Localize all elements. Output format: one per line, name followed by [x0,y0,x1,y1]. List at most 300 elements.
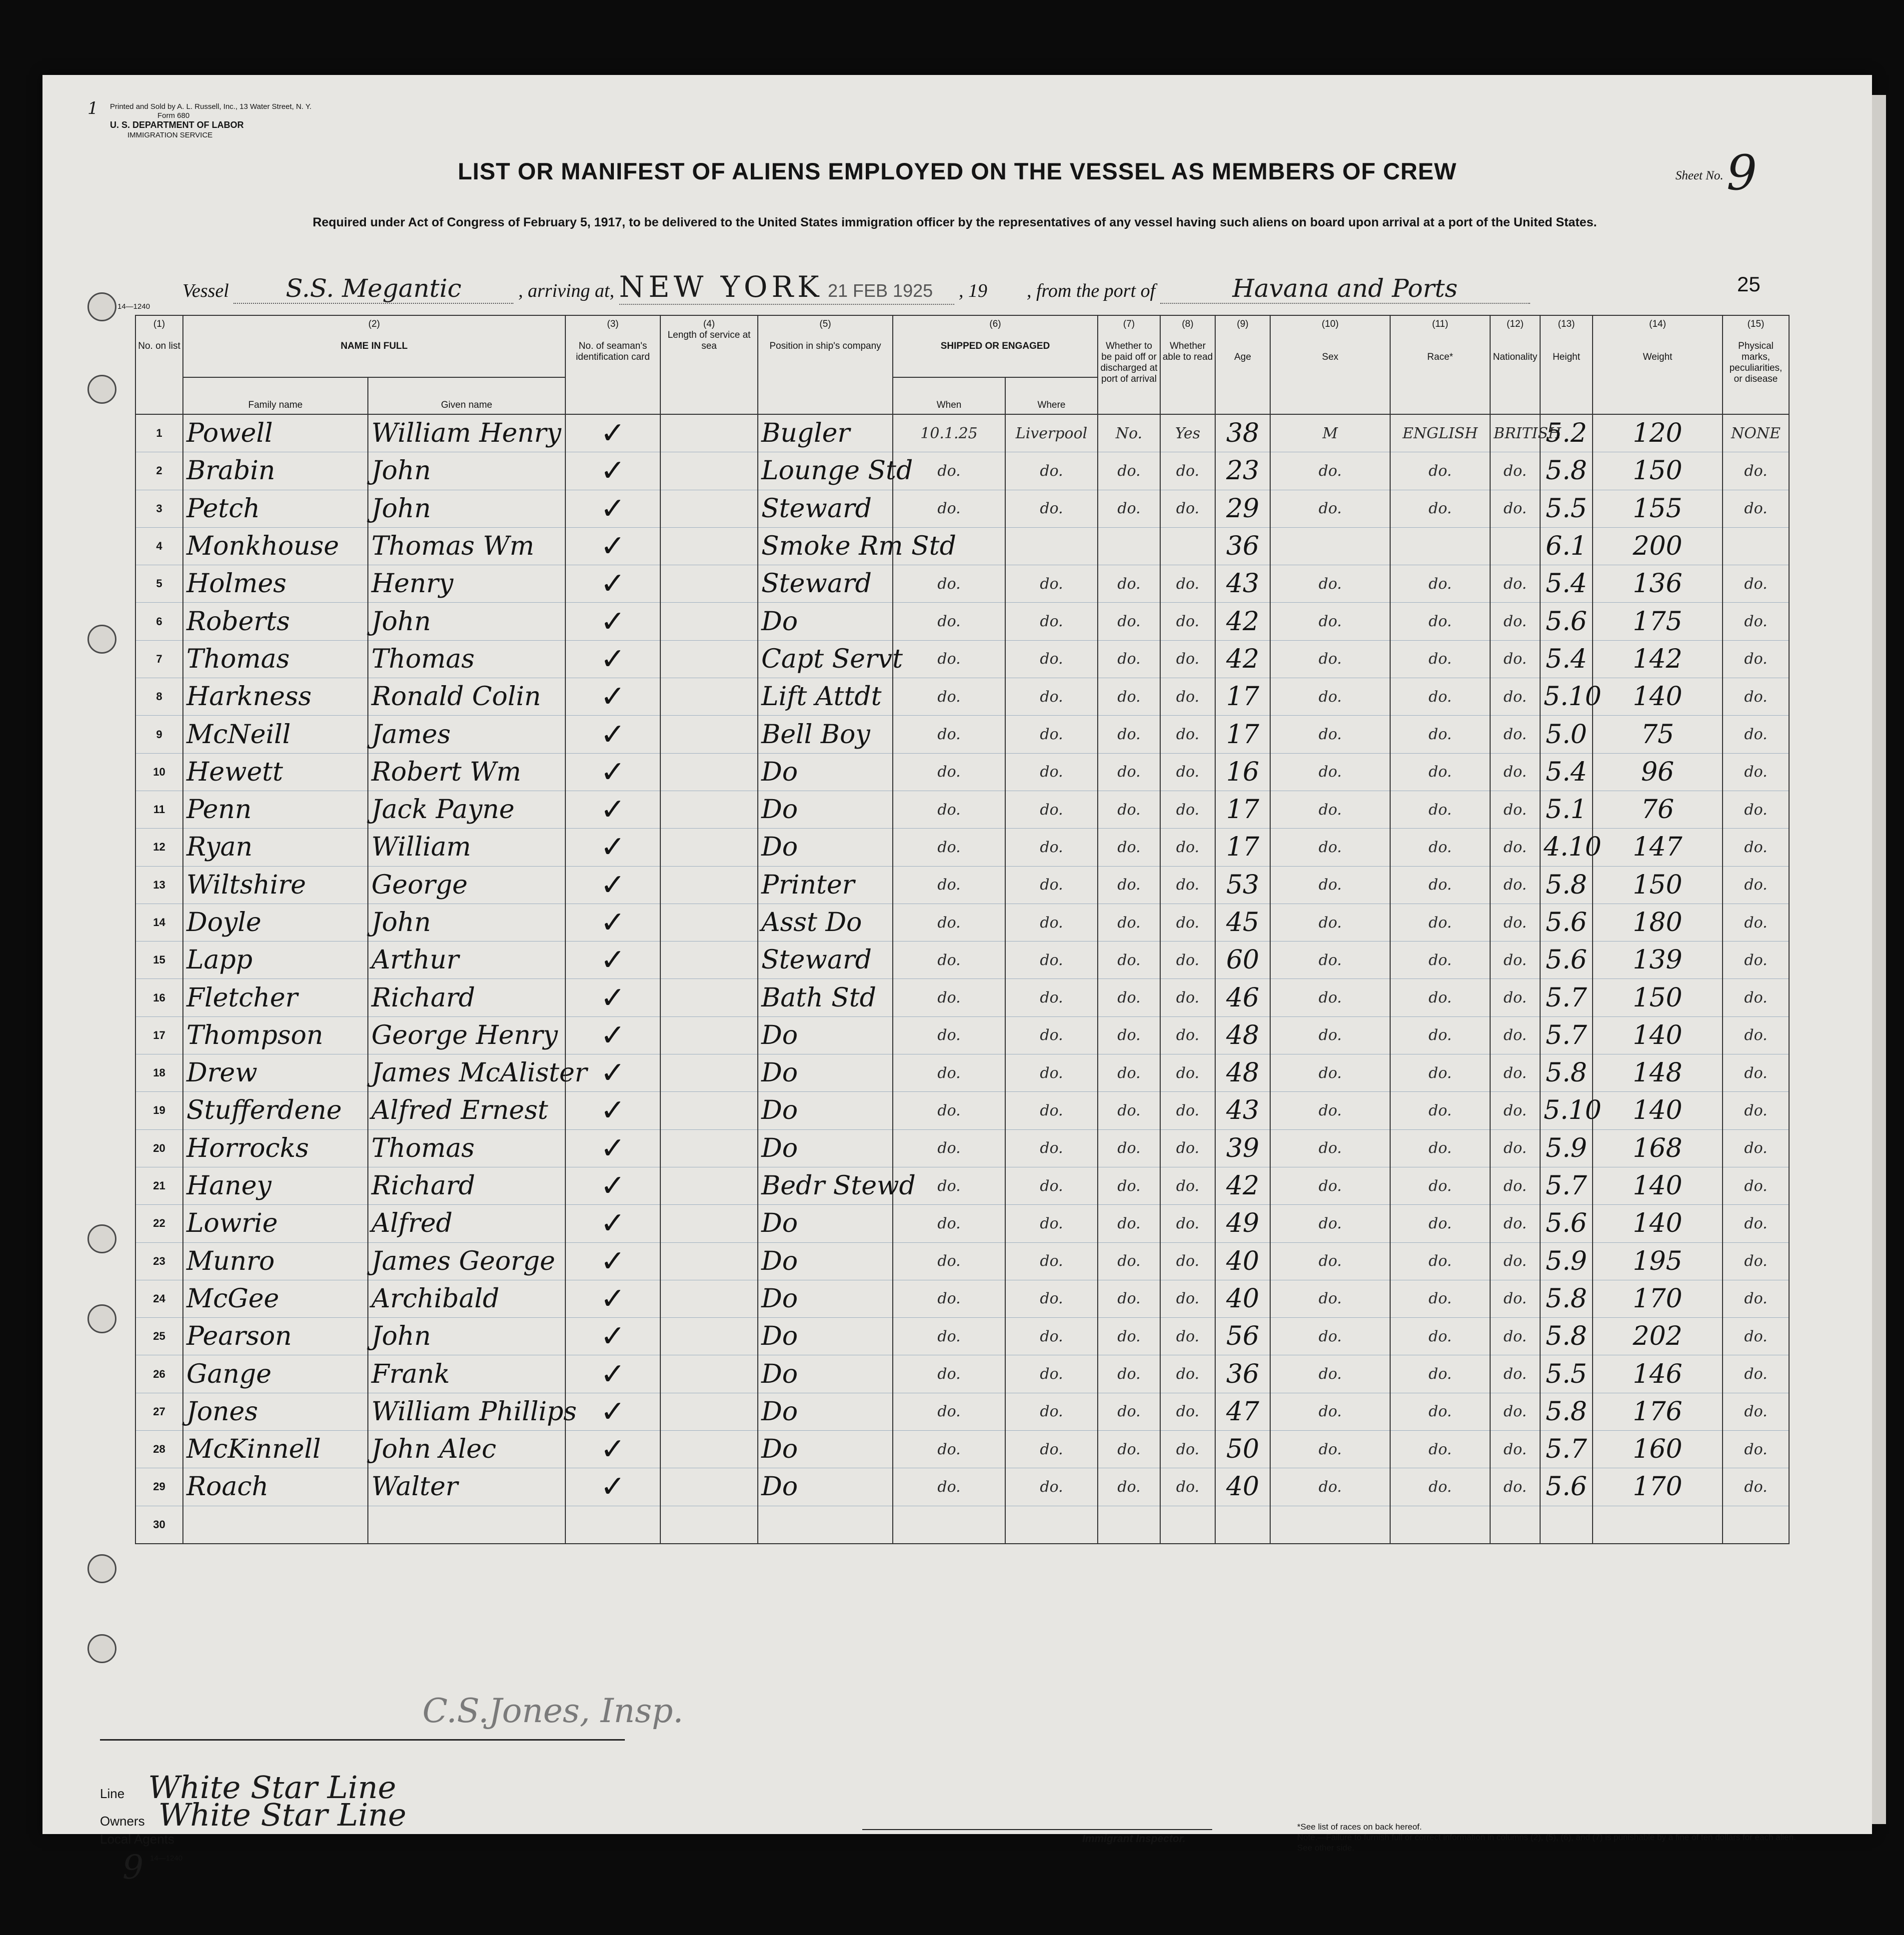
length-service-cell [660,1318,758,1355]
shipped-when-cell [893,1506,1005,1544]
length-service-cell [660,678,758,716]
given-name-cell: Thomas Wm [368,527,565,565]
date-stamp: 21 FEB 1925 [827,280,933,301]
nationality-cell: do. [1490,1167,1540,1204]
family-name-cell: Haney [183,1167,368,1204]
height-cell: 5.8 [1540,452,1593,490]
physical-marks-cell: do. [1723,490,1789,527]
given-name-cell [368,1506,565,1544]
length-service-cell [660,1280,758,1317]
row-number-cell: 21 [135,1167,183,1204]
age-cell: 17 [1215,791,1270,828]
able-to-read-cell: do. [1160,716,1215,753]
id-card-check-cell: ✓ [565,942,660,979]
height-cell: 5.7 [1540,1016,1593,1054]
shipped-when-cell: 10.1.25 [893,414,1005,452]
given-name-cell: Robert Wm [368,753,565,791]
family-name-cell: Petch [183,490,368,527]
paid-off-cell [1098,527,1160,565]
family-name-cell: Holmes [183,565,368,603]
family-name-cell: Harkness [183,678,368,716]
length-service-cell [660,1016,758,1054]
nationality-cell: do. [1490,1468,1540,1506]
able-to-read-cell: do. [1160,452,1215,490]
id-card-check-cell: ✓ [565,527,660,565]
footnote [1297,1822,1797,1853]
header-position: (5) Position in ship's company [758,315,893,414]
position-cell: Do [758,603,893,640]
length-service-cell [660,414,758,452]
table-row [135,866,1789,904]
physical-marks-cell: do. [1723,565,1789,603]
crew-manifest-table [135,315,1790,1544]
physical-marks-cell: do. [1723,791,1789,828]
family-name-cell: Hewett [183,753,368,791]
given-name-cell: George Henry [368,1016,565,1054]
age-cell: 29 [1215,490,1270,527]
given-name-cell: James George [368,1242,565,1280]
position-cell: Steward [758,942,893,979]
table-row [135,1355,1789,1393]
age-cell: 47 [1215,1393,1270,1430]
able-to-read-cell: do. [1160,753,1215,791]
able-to-read-cell: do. [1160,1092,1215,1129]
race-cell: do. [1390,904,1490,941]
able-to-read-cell: do. [1160,678,1215,716]
age-cell: 40 [1215,1280,1270,1317]
height-cell: 5.8 [1540,1280,1593,1317]
physical-marks-cell: do. [1723,1468,1789,1506]
nationality-cell: do. [1490,490,1540,527]
shipped-where-cell: do. [1005,1468,1098,1506]
id-card-check-cell: ✓ [565,753,660,791]
able-to-read-cell: do. [1160,1205,1215,1242]
sex-cell: M [1270,414,1390,452]
given-name-cell: William Henry [368,414,565,452]
row-number-cell: 29 [135,1468,183,1506]
length-service-cell [660,716,758,753]
table-row [135,1431,1789,1468]
table-row [135,1280,1789,1317]
weight-cell: 168 [1593,1129,1723,1167]
able-to-read-cell: do. [1160,565,1215,603]
row-number-cell: 22 [135,1205,183,1242]
length-service-cell [660,904,758,941]
shipped-when-cell: do. [893,603,1005,640]
id-card-check-cell: ✓ [565,1016,660,1054]
weight-cell: 136 [1593,565,1723,603]
shipped-where-cell: do. [1005,1431,1098,1468]
shipped-where-cell: do. [1005,866,1098,904]
physical-marks-cell: do. [1723,753,1789,791]
shipped-when-cell: do. [893,490,1005,527]
sex-cell: do. [1270,1167,1390,1204]
weight-cell: 139 [1593,942,1723,979]
nationality-cell: do. [1490,1355,1540,1393]
vessel-label: Vessel [182,280,229,301]
paid-off-cell: do. [1098,1393,1160,1430]
weight-cell: 75 [1593,716,1723,753]
paid-off-cell: do. [1098,1016,1160,1054]
able-to-read-cell: do. [1160,603,1215,640]
race-cell: do. [1390,1355,1490,1393]
binder-hole [87,292,116,321]
header-seaman-id: (3) No. of seaman's identification card [565,315,660,414]
length-service-cell [660,1355,758,1393]
table-row [135,829,1789,866]
shipped-when-cell: do. [893,942,1005,979]
weight-cell: 160 [1593,1431,1723,1468]
sex-cell: do. [1270,1468,1390,1506]
position-cell: Do [758,829,893,866]
position-cell: Do [758,1092,893,1129]
binder-hole [87,1634,116,1663]
row-number-cell: 3 [135,490,183,527]
sex-cell: do. [1270,603,1390,640]
race-cell: do. [1390,716,1490,753]
paid-off-cell: do. [1098,1431,1160,1468]
nationality-cell: do. [1490,1092,1540,1129]
nationality-cell: do. [1490,452,1540,490]
given-name-cell: Richard [368,979,565,1016]
row-number-cell: 23 [135,1242,183,1280]
height-cell: 5.4 [1540,640,1593,678]
given-name-cell: Richard [368,1167,565,1204]
length-service-cell [660,1092,758,1129]
sex-cell: do. [1270,1431,1390,1468]
shipped-where-cell: do. [1005,1318,1098,1355]
row-number-cell: 8 [135,678,183,716]
nationality-cell: do. [1490,1280,1540,1317]
table-row [135,1205,1789,1242]
race-cell: do. [1390,1242,1490,1280]
table-row [135,678,1789,716]
header-family-name: Family name [183,377,368,414]
age-cell: 17 [1215,716,1270,753]
shipped-where-cell: do. [1005,1167,1098,1204]
length-service-cell [660,942,758,979]
able-to-read-cell: do. [1160,1129,1215,1167]
shipped-where-cell: do. [1005,1393,1098,1430]
from-port-label: , from the port of [1027,280,1156,301]
inspector-label: Immigrant Inspector. [1082,1833,1186,1845]
paid-off-cell: do. [1098,904,1160,941]
shipped-when-cell: do. [893,979,1005,1016]
given-name-cell: John [368,603,565,640]
length-service-cell [660,979,758,1016]
shipped-when-cell: do. [893,640,1005,678]
age-cell: 42 [1215,640,1270,678]
row-number-cell: 5 [135,565,183,603]
height-cell: 5.5 [1540,490,1593,527]
family-name-cell: Stufferdene [183,1092,368,1129]
weight-cell: 150 [1593,452,1723,490]
id-card-check-cell: ✓ [565,452,660,490]
age-cell: 40 [1215,1242,1270,1280]
paid-off-cell: No. [1098,414,1160,452]
nationality-cell: do. [1490,753,1540,791]
position-cell: Do [758,1318,893,1355]
race-cell: do. [1390,678,1490,716]
table-row [135,1506,1789,1544]
able-to-read-cell: do. [1160,904,1215,941]
id-card-check-cell: ✓ [565,716,660,753]
race-cell: do. [1390,866,1490,904]
sex-cell: do. [1270,791,1390,828]
row-number-cell: 11 [135,791,183,828]
line-value: White Star Line [148,1769,396,1806]
sex-cell: do. [1270,640,1390,678]
physical-marks-cell: do. [1723,942,1789,979]
position-cell: Bugler [758,414,893,452]
inspector-signature: C.S.Jones, Insp. [422,1692,684,1730]
row-number-cell: 30 [135,1506,183,1544]
page-number: 25 [1737,272,1761,296]
header-length-service: (4) Length of service at sea [660,315,758,414]
sex-cell: do. [1270,716,1390,753]
race-cell [1390,1506,1490,1544]
height-cell: 5.0 [1540,716,1593,753]
length-service-cell [660,791,758,828]
given-name-cell: George [368,866,565,904]
position-cell [758,1506,893,1544]
position-cell: Do [758,1431,893,1468]
id-card-check-cell: ✓ [565,565,660,603]
id-card-check-cell: ✓ [565,1355,660,1393]
length-service-cell [660,565,758,603]
binder-hole [87,375,116,404]
race-cell: do. [1390,791,1490,828]
sex-cell [1270,1506,1390,1544]
age-cell: 17 [1215,829,1270,866]
paid-off-cell: do. [1098,603,1160,640]
physical-marks-cell [1723,1506,1789,1544]
position-cell: Steward [758,565,893,603]
height-cell: 5.7 [1540,979,1593,1016]
vessel-info-row [182,270,1530,305]
age-cell: 39 [1215,1129,1270,1167]
row-number-cell: 9 [135,716,183,753]
shipped-when-cell: do. [893,904,1005,941]
able-to-read-cell: do. [1160,829,1215,866]
family-name-cell: Brabin [183,452,368,490]
able-to-read-cell [1160,1506,1215,1544]
family-name-cell: Roach [183,1468,368,1506]
age-cell: 36 [1215,527,1270,565]
height-cell: 5.6 [1540,603,1593,640]
physical-marks-cell: do. [1723,1280,1789,1317]
physical-marks-cell: do. [1723,1393,1789,1430]
id-card-check-cell: ✓ [565,490,660,527]
family-name-cell: Roberts [183,603,368,640]
row-number-cell: 25 [135,1318,183,1355]
length-service-cell [660,1205,758,1242]
form-code-bottom: 14—1240 [150,1854,183,1863]
nationality-cell: do. [1490,791,1540,828]
shipped-where-cell: do. [1005,753,1098,791]
shipped-where-cell: do. [1005,640,1098,678]
table-row [135,979,1789,1016]
given-name-cell: John Alec [368,1431,565,1468]
shipped-when-cell: do. [893,716,1005,753]
height-cell: 5.5 [1540,1355,1593,1393]
age-cell: 43 [1215,1092,1270,1129]
height-cell: 5.8 [1540,1393,1593,1430]
family-name-cell: Ryan [183,829,368,866]
race-cell: do. [1390,1016,1490,1054]
physical-marks-cell: do. [1723,1016,1789,1054]
position-cell: Do [758,1205,893,1242]
table-row [135,1016,1789,1054]
family-name-cell: McGee [183,1280,368,1317]
table-row [135,904,1789,941]
race-cell: do. [1390,753,1490,791]
age-cell: 56 [1215,1318,1270,1355]
age-cell: 43 [1215,565,1270,603]
table-row [135,414,1789,452]
position-cell: Do [758,1016,893,1054]
race-cell: do. [1390,942,1490,979]
table-row [135,1242,1789,1280]
length-service-cell [660,1431,758,1468]
given-name-cell: Frank [368,1355,565,1393]
able-to-read-cell: do. [1160,979,1215,1016]
row-number-cell: 15 [135,942,183,979]
physical-marks-cell: do. [1723,452,1789,490]
row-number-cell: 14 [135,904,183,941]
physical-marks-cell: do. [1723,1242,1789,1280]
nationality-cell: do. [1490,829,1540,866]
race-cell: ENGLISH [1390,414,1490,452]
department-name: U. S. DEPARTMENT OF LABOR [110,120,244,130]
physical-marks-cell: do. [1723,640,1789,678]
id-card-check-cell: ✓ [565,1129,660,1167]
from-port: Havana and Ports [1160,274,1530,304]
paid-off-cell: do. [1098,1318,1160,1355]
sex-cell: do. [1270,490,1390,527]
height-cell: 5.8 [1540,1054,1593,1092]
weight-cell: 147 [1593,829,1723,866]
able-to-read-cell: do. [1160,1318,1215,1355]
physical-marks-cell: do. [1723,829,1789,866]
row-number-cell: 27 [135,1393,183,1430]
length-service-cell [660,452,758,490]
owners-value: White Star Line [158,1797,406,1833]
sex-cell: do. [1270,942,1390,979]
given-name-cell: Walter [368,1468,565,1506]
header-nationality: (12) Nationality [1490,315,1540,414]
sheet-number-value: 9 [1726,145,1757,201]
position-cell: Bedr Stewd [758,1167,893,1204]
age-cell: 23 [1215,452,1270,490]
footnote-races: *See list of races on back hereof. [1297,1822,1422,1832]
id-card-check-cell: ✓ [565,1393,660,1430]
physical-marks-cell: do. [1723,716,1789,753]
position-cell: Do [758,1242,893,1280]
family-name-cell: Monkhouse [183,527,368,565]
sex-cell: do. [1270,979,1390,1016]
row-number-cell: 18 [135,1054,183,1092]
length-service-cell [660,1129,758,1167]
binder-hole [87,625,116,654]
position-cell: Smoke Rm Std [758,527,893,565]
table-row [135,490,1789,527]
id-card-check-cell: ✓ [565,1167,660,1204]
length-service-cell [660,753,758,791]
paid-off-cell: do. [1098,1167,1160,1204]
id-card-check-cell: ✓ [565,829,660,866]
able-to-read-cell: do. [1160,1393,1215,1430]
id-card-check-cell: ✓ [565,1054,660,1092]
sex-cell: do. [1270,829,1390,866]
arriving-label: , arriving at, [518,280,614,301]
height-cell: 5.9 [1540,1129,1593,1167]
shipped-when-cell: do. [893,678,1005,716]
height-cell: 5.6 [1540,1205,1593,1242]
header-paid-off: (7) Whether to be paid off or discharged at port of arrival [1098,315,1160,414]
header-able-read: (8) Whether able to read [1160,315,1215,414]
header-when: When [893,377,1005,414]
position-cell: Do [758,1280,893,1317]
paid-off-cell: do. [1098,979,1160,1016]
owners-field [100,1797,406,1833]
age-cell: 42 [1215,603,1270,640]
agents-field [100,1832,174,1847]
row-number-cell: 1 [135,414,183,452]
shipped-where-cell: Liverpool [1005,414,1098,452]
table-row [135,1318,1789,1355]
sex-cell [1270,527,1390,565]
able-to-read-cell: do. [1160,1355,1215,1393]
shipped-when-cell: do. [893,753,1005,791]
family-name-cell: Gange [183,1355,368,1393]
nationality-cell: do. [1490,942,1540,979]
id-card-check-cell: ✓ [565,1468,660,1506]
shipped-where-cell: do. [1005,904,1098,941]
shipped-when-cell: do. [893,1431,1005,1468]
page-title: LIST OR MANIFEST OF ALIENS EMPLOYED ON THE VESSEL AS MEMBERS OF CREW [457,158,1457,184]
length-service-cell [660,1506,758,1544]
age-cell: 60 [1215,942,1270,979]
weight-cell: 195 [1593,1242,1723,1280]
able-to-read-cell: do. [1160,1054,1215,1092]
paid-off-cell: do. [1098,866,1160,904]
weight-cell: 120 [1593,414,1723,452]
owners-label: Owners [100,1814,145,1829]
family-name-cell: Lowrie [183,1205,368,1242]
arriving-port: NEW YORK [619,270,823,304]
table-row [135,565,1789,603]
given-name-cell: Alfred [368,1205,565,1242]
position-cell: Bell Boy [758,716,893,753]
shipped-when-cell: do. [893,1242,1005,1280]
length-service-cell [660,603,758,640]
family-name-cell: Thompson [183,1016,368,1054]
sex-cell: do. [1270,753,1390,791]
weight-cell: 140 [1593,1205,1723,1242]
nationality-cell: do. [1490,1431,1540,1468]
family-name-cell: McKinnell [183,1431,368,1468]
header-weight: (14) Weight [1593,315,1723,414]
race-cell: do. [1390,829,1490,866]
position-cell: Do [758,791,893,828]
length-service-cell [660,1393,758,1430]
race-cell: do. [1390,490,1490,527]
id-card-check-cell: ✓ [565,640,660,678]
able-to-read-cell: do. [1160,1468,1215,1506]
nationality-cell: do. [1490,603,1540,640]
given-name-cell: James McAlister [368,1054,565,1092]
